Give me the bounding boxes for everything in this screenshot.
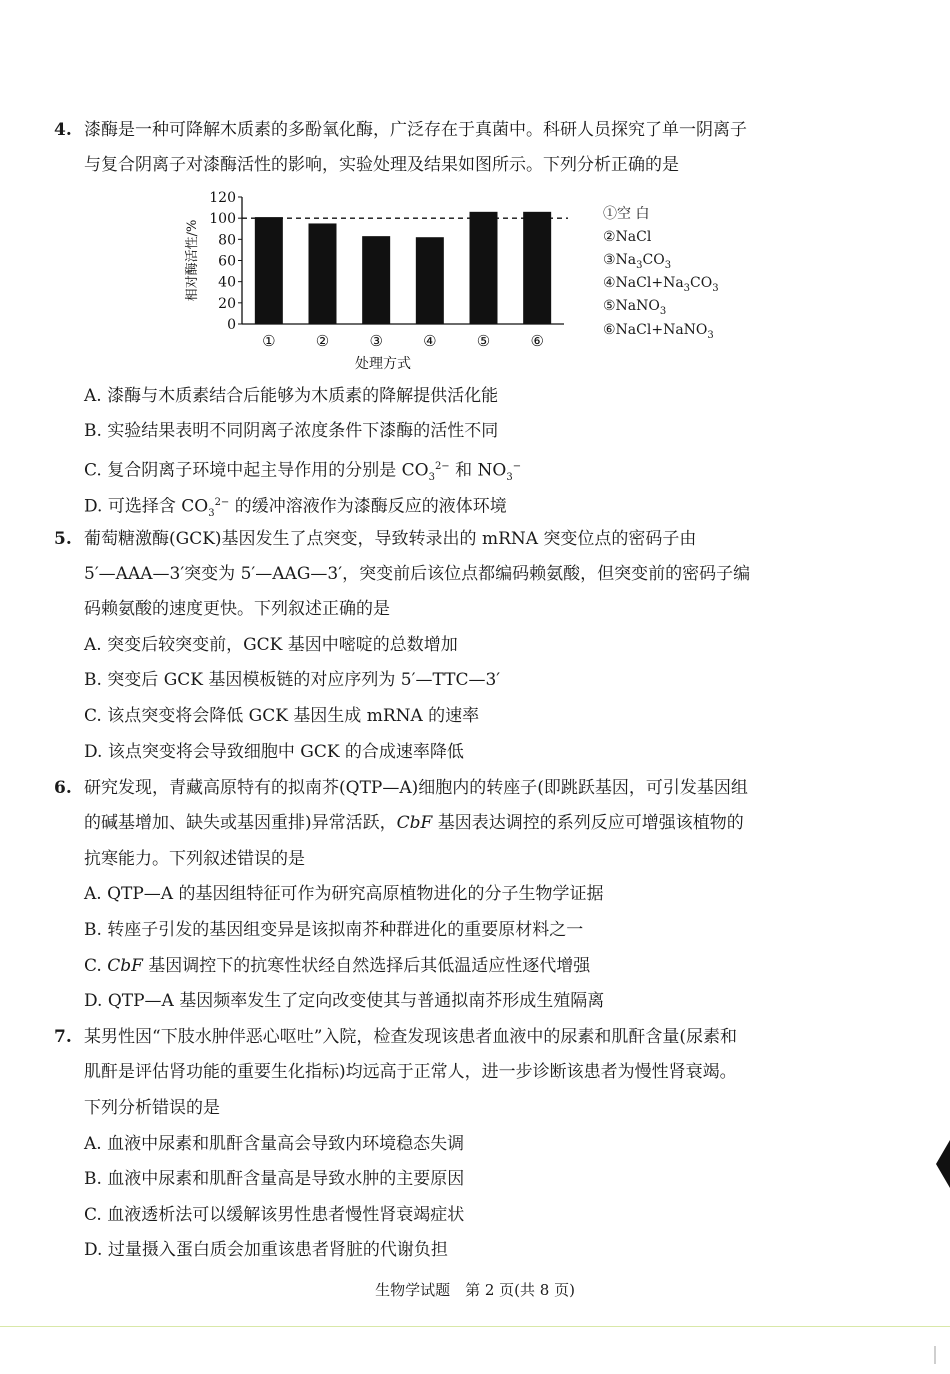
question-7-option-d: D. 过量摄入蛋白质会加重该患者肾脏的代谢负担 (84, 1240, 448, 1260)
question-5-option-b: B. 突变后 GCK 基因模板链的对应序列为 5′—TTC—3′ (84, 670, 501, 690)
question-4-stem-line2: 与复合阴离子对漆酶活性的影响，实验处理及结果如图所示。下列分析正确的是 (84, 155, 679, 175)
question-4-option-c: C. 复合阴离子环境中起主导作用的分别是 $CO_3^{2-}$ 和 $NO_3^-$ (84, 460, 522, 484)
x-axis-title: 处理方式 (355, 356, 411, 372)
question-7-number: 7. (54, 1027, 72, 1047)
y-tick-label: 60 (218, 253, 236, 270)
question-7-option-c: C. 血液透析法可以缓解该男性患者慢性肾衰竭症状 (84, 1205, 465, 1225)
legend-item-4: $④NaCl+Na_3CO_3$ (603, 275, 719, 294)
y-tick-label: 0 (227, 317, 236, 333)
edge-mark (934, 1346, 936, 1364)
x-tick-label-2: ② (315, 332, 330, 350)
question-7-option-a: A. 血液中尿素和肌酐含量高会导致内环境稳态失调 (84, 1134, 465, 1154)
question-6-option-d: D. QTP—A 基因频率发生了定向改变使其与普通拟南芥形成生殖隔离 (84, 991, 605, 1011)
question-7-stem-line2: 肌酐是评估肾功能的重要生化指标)均远高于正常人，进一步诊断该患者为慢性肾衰竭。 (84, 1062, 737, 1082)
question-7-stem-line3: 下列分析错误的是 (84, 1098, 220, 1118)
question-6-stem-line2: 的碱基增加、缺失或基因重排)异常活跃，CbF 基因表达调控的系列反应可增强该植物的 (84, 813, 744, 833)
page-edge-tab-marker (936, 1140, 950, 1188)
question-5-option-a: A. 突变后较突变前，GCK 基因中嘧啶的总数增加 (84, 635, 458, 655)
y-tick-label: 100 (209, 211, 236, 228)
question-6-option-a: A. QTP—A 的基因组特征可作为研究高原植物进化的分子生物学证据 (84, 884, 604, 904)
y-tick-label: 40 (218, 274, 236, 291)
y-tick-label: 80 (218, 232, 236, 249)
legend-item-5: ⑤NaNO$_3$ (603, 298, 667, 317)
legend-item-3: $③Na_3CO_3$ (603, 252, 672, 271)
question-5-stem-line3: 码赖氨酸的速度更快。下列叙述正确的是 (84, 599, 390, 619)
question-7-option-b: B. 血液中尿素和肌酐含量高是导致水肿的主要原因 (84, 1169, 465, 1189)
bar-5 (470, 212, 498, 324)
question-6-number: 6. (54, 778, 72, 798)
bar-2 (309, 223, 337, 324)
question-4-option-d: D. 可选择含 $CO_3^{2-}$ 的缓冲溶液作为漆酶反应的液体环境 (84, 496, 507, 520)
question-4-option-b: B. 实验结果表明不同阴离子浓度条件下漆酶的活性不同 (84, 421, 499, 441)
bar-6 (523, 212, 551, 324)
question-5-stem-line1: 葡萄糖激酶(GCK)基因发生了点突变，导致转录出的 mRNA 突变位点的密码子由 (84, 529, 697, 549)
question-7-stem-line1: 某男性因“下肢水肿伴恶心呕吐”入院，检查发现该患者血液中的尿素和肌酐含量(尿素和 (84, 1027, 738, 1047)
x-tick-label-3: ③ (369, 332, 383, 350)
x-tick-label-5: ⑤ (476, 332, 491, 350)
question-6-stem-line1: 研究发现，青藏高原特有的拟南芥(QTP—A)细胞内的转座子(即跳跃基因，可引发基因组 (84, 778, 748, 798)
y-tick-label: 20 (218, 295, 236, 312)
question-5-option-d: D. 该点突变将会导致细胞中 GCK 的合成速率降低 (84, 742, 464, 762)
question-4-stem-line1: 漆酶是一种可降解木质素的多酚氧化酶，广泛存在于真菌中。科研人员探究了单一阴离子 (84, 120, 747, 140)
x-tick-label-4: ④ (423, 332, 437, 350)
question-6-option-b: B. 转座子引发的基因组变异是该拟南芥种群进化的重要原材料之一 (84, 920, 584, 940)
y-tick-label: 120 (209, 190, 236, 206)
footer-rule (0, 1326, 950, 1327)
question-4-number: 4. (54, 120, 72, 140)
question-6-option-c: C. CbF 基因调控下的抗寒性状经自然选择后其低温适应性逐代增强 (84, 956, 591, 976)
bar-1 (255, 217, 283, 324)
question-5-stem-line2: 5′—AAA—3′突变为 5′—AAG—3′，突变前后该位点都编码赖氨酸，但突变前的密码子编 (84, 564, 751, 584)
question-5-number: 5. (54, 529, 72, 549)
question-4-option-a: A. 漆酶与木质素结合后能够为木质素的降解提供活化能 (84, 386, 499, 406)
legend-item-2: ②NaCl (603, 229, 652, 245)
question-6-stem-line3: 抗寒能力。下列叙述错误的是 (84, 849, 305, 869)
page-footer: 生物学试题 第 2 页(共 8 页) (375, 1281, 575, 1299)
legend-item-6: ⑥NaCl+NaNO$_3$ (603, 322, 714, 341)
legend-item-1: ①空 白 (603, 206, 650, 222)
bar-4 (416, 237, 444, 324)
x-tick-label-6: ⑥ (530, 332, 544, 350)
enzyme-activity-bar-chart (180, 186, 580, 376)
y-axis-title: 相对酶活性/% (185, 219, 200, 302)
question-5-option-c: C. 该点突变将会降低 GCK 基因生成 mRNA 的速率 (84, 706, 480, 726)
bar-3 (362, 236, 390, 324)
x-tick-label-1: ① (262, 332, 276, 350)
